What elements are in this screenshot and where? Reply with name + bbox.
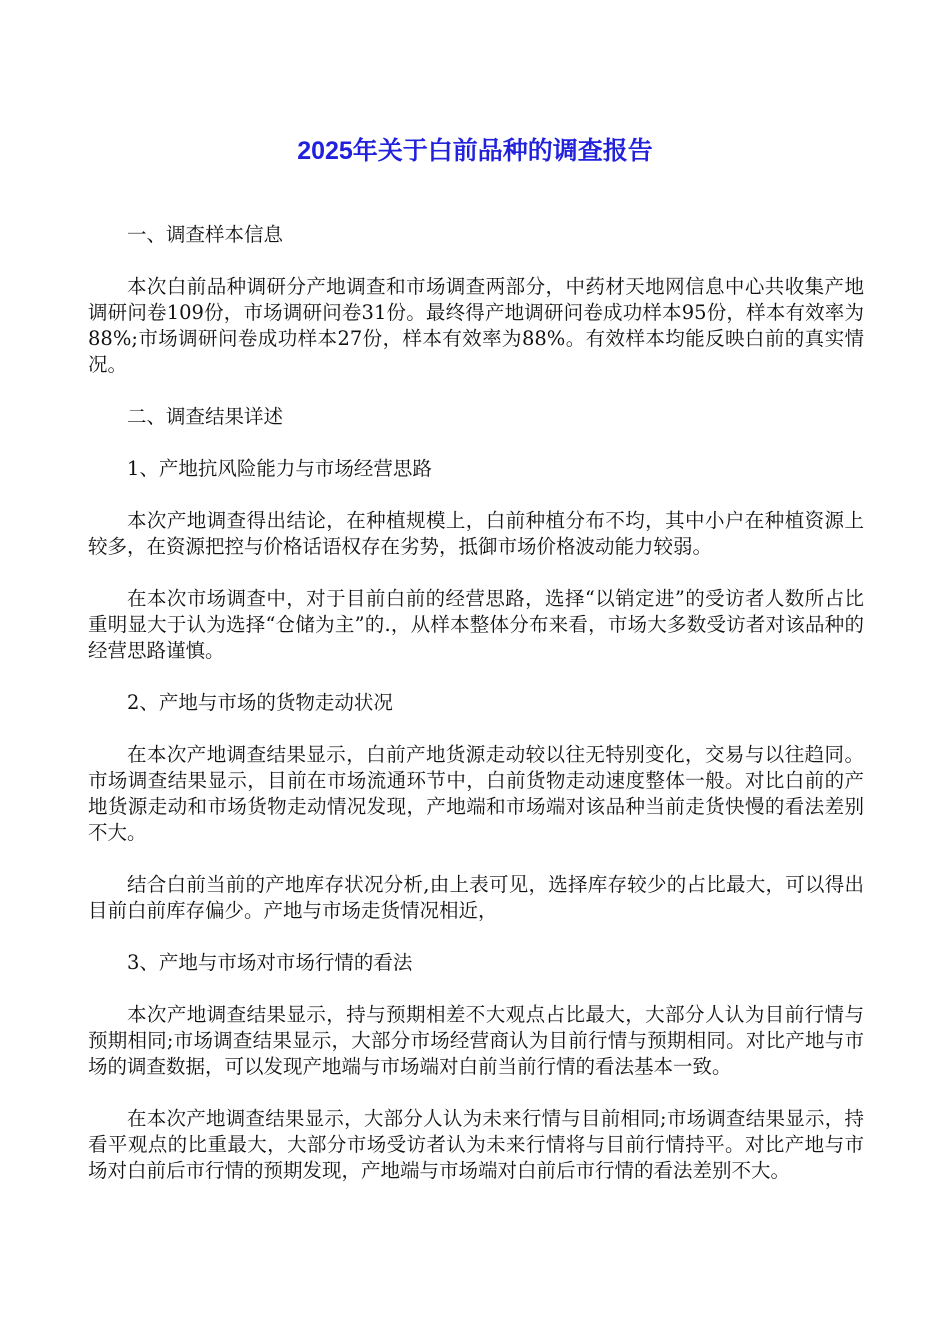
paragraph-future-market: 在本次产地调查结果显示，大部分人认为未来行情与目前相同;市场调查结果显示，持看平观点的比重最大，大部分市场受访者认为未来行情将与目前行情持平。对比产地与市场对白前后市行情的预期发现，产地端与市场端对白前后市行情的看法差别不大。 — [88, 1107, 864, 1182]
subheading-risk-resistance: 1、产地抗风险能力与市场经营思路 — [127, 457, 432, 480]
section-heading-sample-info: 一、调查样本信息 — [127, 223, 284, 246]
paragraph-goods-movement: 在本次产地调查结果显示，白前产地货源走动较以往无特别变化，交易与以往趋同。市场调查结果显示，目前在市场流通环节中，白前货物走动速度整体一般。对比白前的产地货源走动和市场货物走动情况发现，产地端和市场端对该品种当前走货快慢的看法差别不大。 — [88, 743, 864, 844]
paragraph-inventory: 结合白前当前的产地库存状况分析,由上表可见，选择库存较少的占比最大，可以得出目前白前库存偏少。产地与市场走货情况相近， — [88, 873, 864, 922]
paragraph-business-strategy: 在本次市场调查中，对于目前白前的经营思路，选择“以销定进”的受访者人数所占比重明显大于认为选择“仓储为主”的.，从样本整体分布来看，市场大多数受访者对该品种的经营思路谨慎。 — [88, 587, 864, 662]
subheading-market-outlook: 3、产地与市场对市场行情的看法 — [127, 951, 413, 974]
subheading-goods-movement: 2、产地与市场的货物走动状况 — [127, 691, 393, 714]
page-title: 2025年关于白前品种的调查报告 — [297, 137, 653, 165]
paragraph-current-market: 本次产地调查结果显示，持与预期相差不大观点占比最大，大部分人认为目前行情与预期相同;市场调查结果显示，大部分市场经营商认为目前行情与预期相同。对比产地与市场的调查数据，可以发现产地端与市场端对白前当前行情的看法基本一致。 — [88, 1003, 864, 1078]
paragraph-planting-scale: 本次产地调查得出结论，在种植规模上，白前种植分布不均，其中小户在种植资源上较多，在资源把控与价格话语权存在劣势，抵御市场价格波动能力较弱。 — [88, 509, 864, 558]
document-body — [88, 222, 864, 1210]
section-heading-results: 二、调查结果详述 — [127, 405, 284, 428]
paragraph-sample-info: 本次白前品种调研分产地调查和市场调查两部分，中药材天地网信息中心共收集产地调研问卷109份，市场调研问卷31份。最终得产地调研问卷成功样本95份，样本有效率为88%;市场调研问卷成功样本27份，样本有效率为88%。有效样本均能反映白前的真实情况。 — [88, 275, 864, 376]
